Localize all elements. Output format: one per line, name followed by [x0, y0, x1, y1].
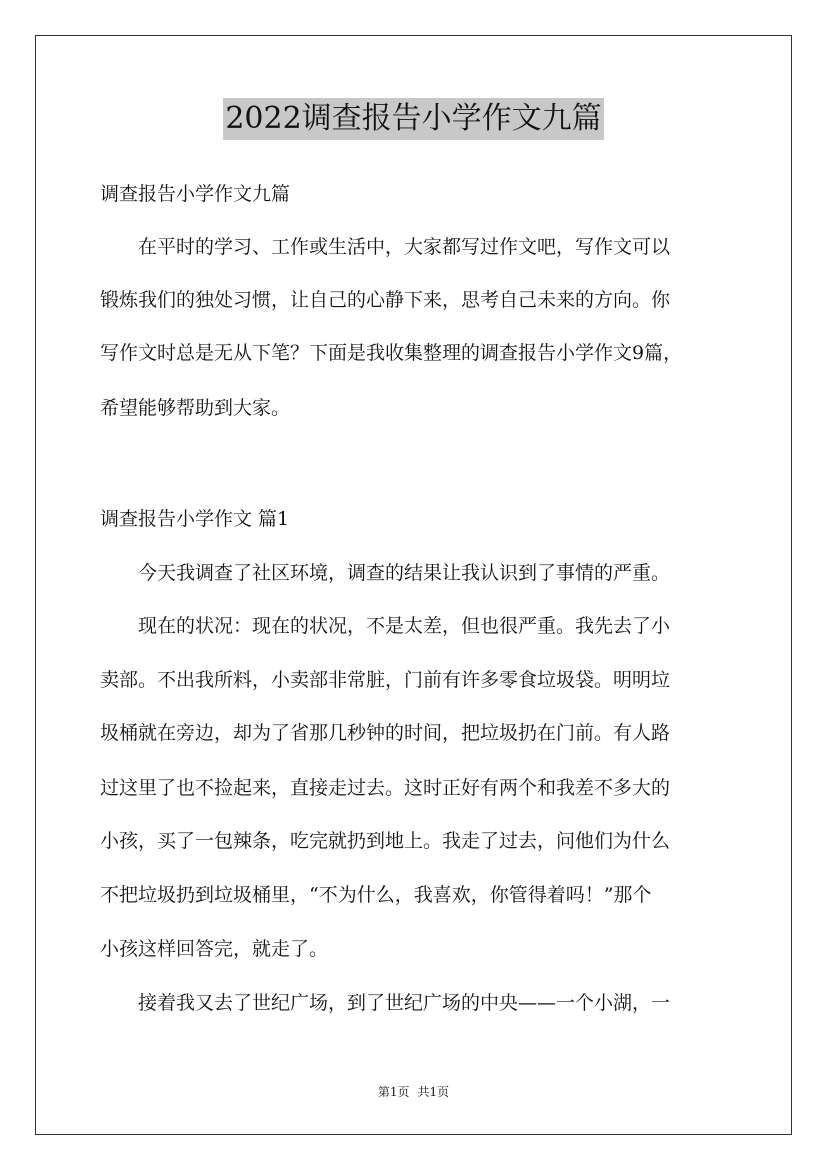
body-line: 小孩这样回答完，就走了。: [100, 938, 329, 960]
intro-line: 在平时的学习、工作或生活中，大家都写过作文吧，写作文可以: [100, 236, 671, 258]
page-number: 第1页: [377, 1085, 410, 1099]
subtitle: 调查报告小学作文九篇: [100, 183, 291, 205]
section-heading: 调查报告小学作文 篇1: [100, 508, 290, 530]
body-line: 不把垃圾扔到垃圾桶里，“不为什么，我喜欢，你管得着吗！”那个: [100, 884, 652, 906]
intro-line: 锻炼我们的独处习惯，让自己的心静下来，思考自己未来的方向。你: [100, 289, 671, 311]
title-container: [0, 98, 827, 140]
body-line: 卖部。不出我所料，小卖部非常脏，门前有许多零食垃圾袋。明明垃: [100, 669, 671, 691]
page-footer: [0, 1084, 827, 1100]
body-line: 过这里了也不捡起来，直接走过去。这时正好有两个和我差不多大的: [100, 777, 671, 799]
body-line: 接着我又去了世纪广场，到了世纪广场的中央——一个小湖，一: [100, 992, 671, 1014]
body-line: 小孩，买了一包辣条，吃完就扔到地上。我走了过去，问他们为什么: [100, 830, 671, 852]
page-total: 共1页: [417, 1085, 450, 1099]
document-title: 2022调查报告小学作文九篇: [223, 98, 603, 140]
body-line: 现在的状况：现在的状况，不是太差，但也很严重。我先去了小: [100, 615, 671, 637]
intro-line: 希望能够帮助到大家。: [100, 397, 291, 419]
intro-line: 写作文时总是无从下笔？下面是我收集整理的调查报告小学作文9篇，: [100, 342, 683, 364]
body-line: 今天我调查了社区环境，调查的结果让我认识到了事情的严重。: [100, 562, 671, 584]
body-line: 圾桶就在旁边，却为了省那几秒钟的时间，把垃圾扔在门前。有人路: [100, 722, 671, 744]
